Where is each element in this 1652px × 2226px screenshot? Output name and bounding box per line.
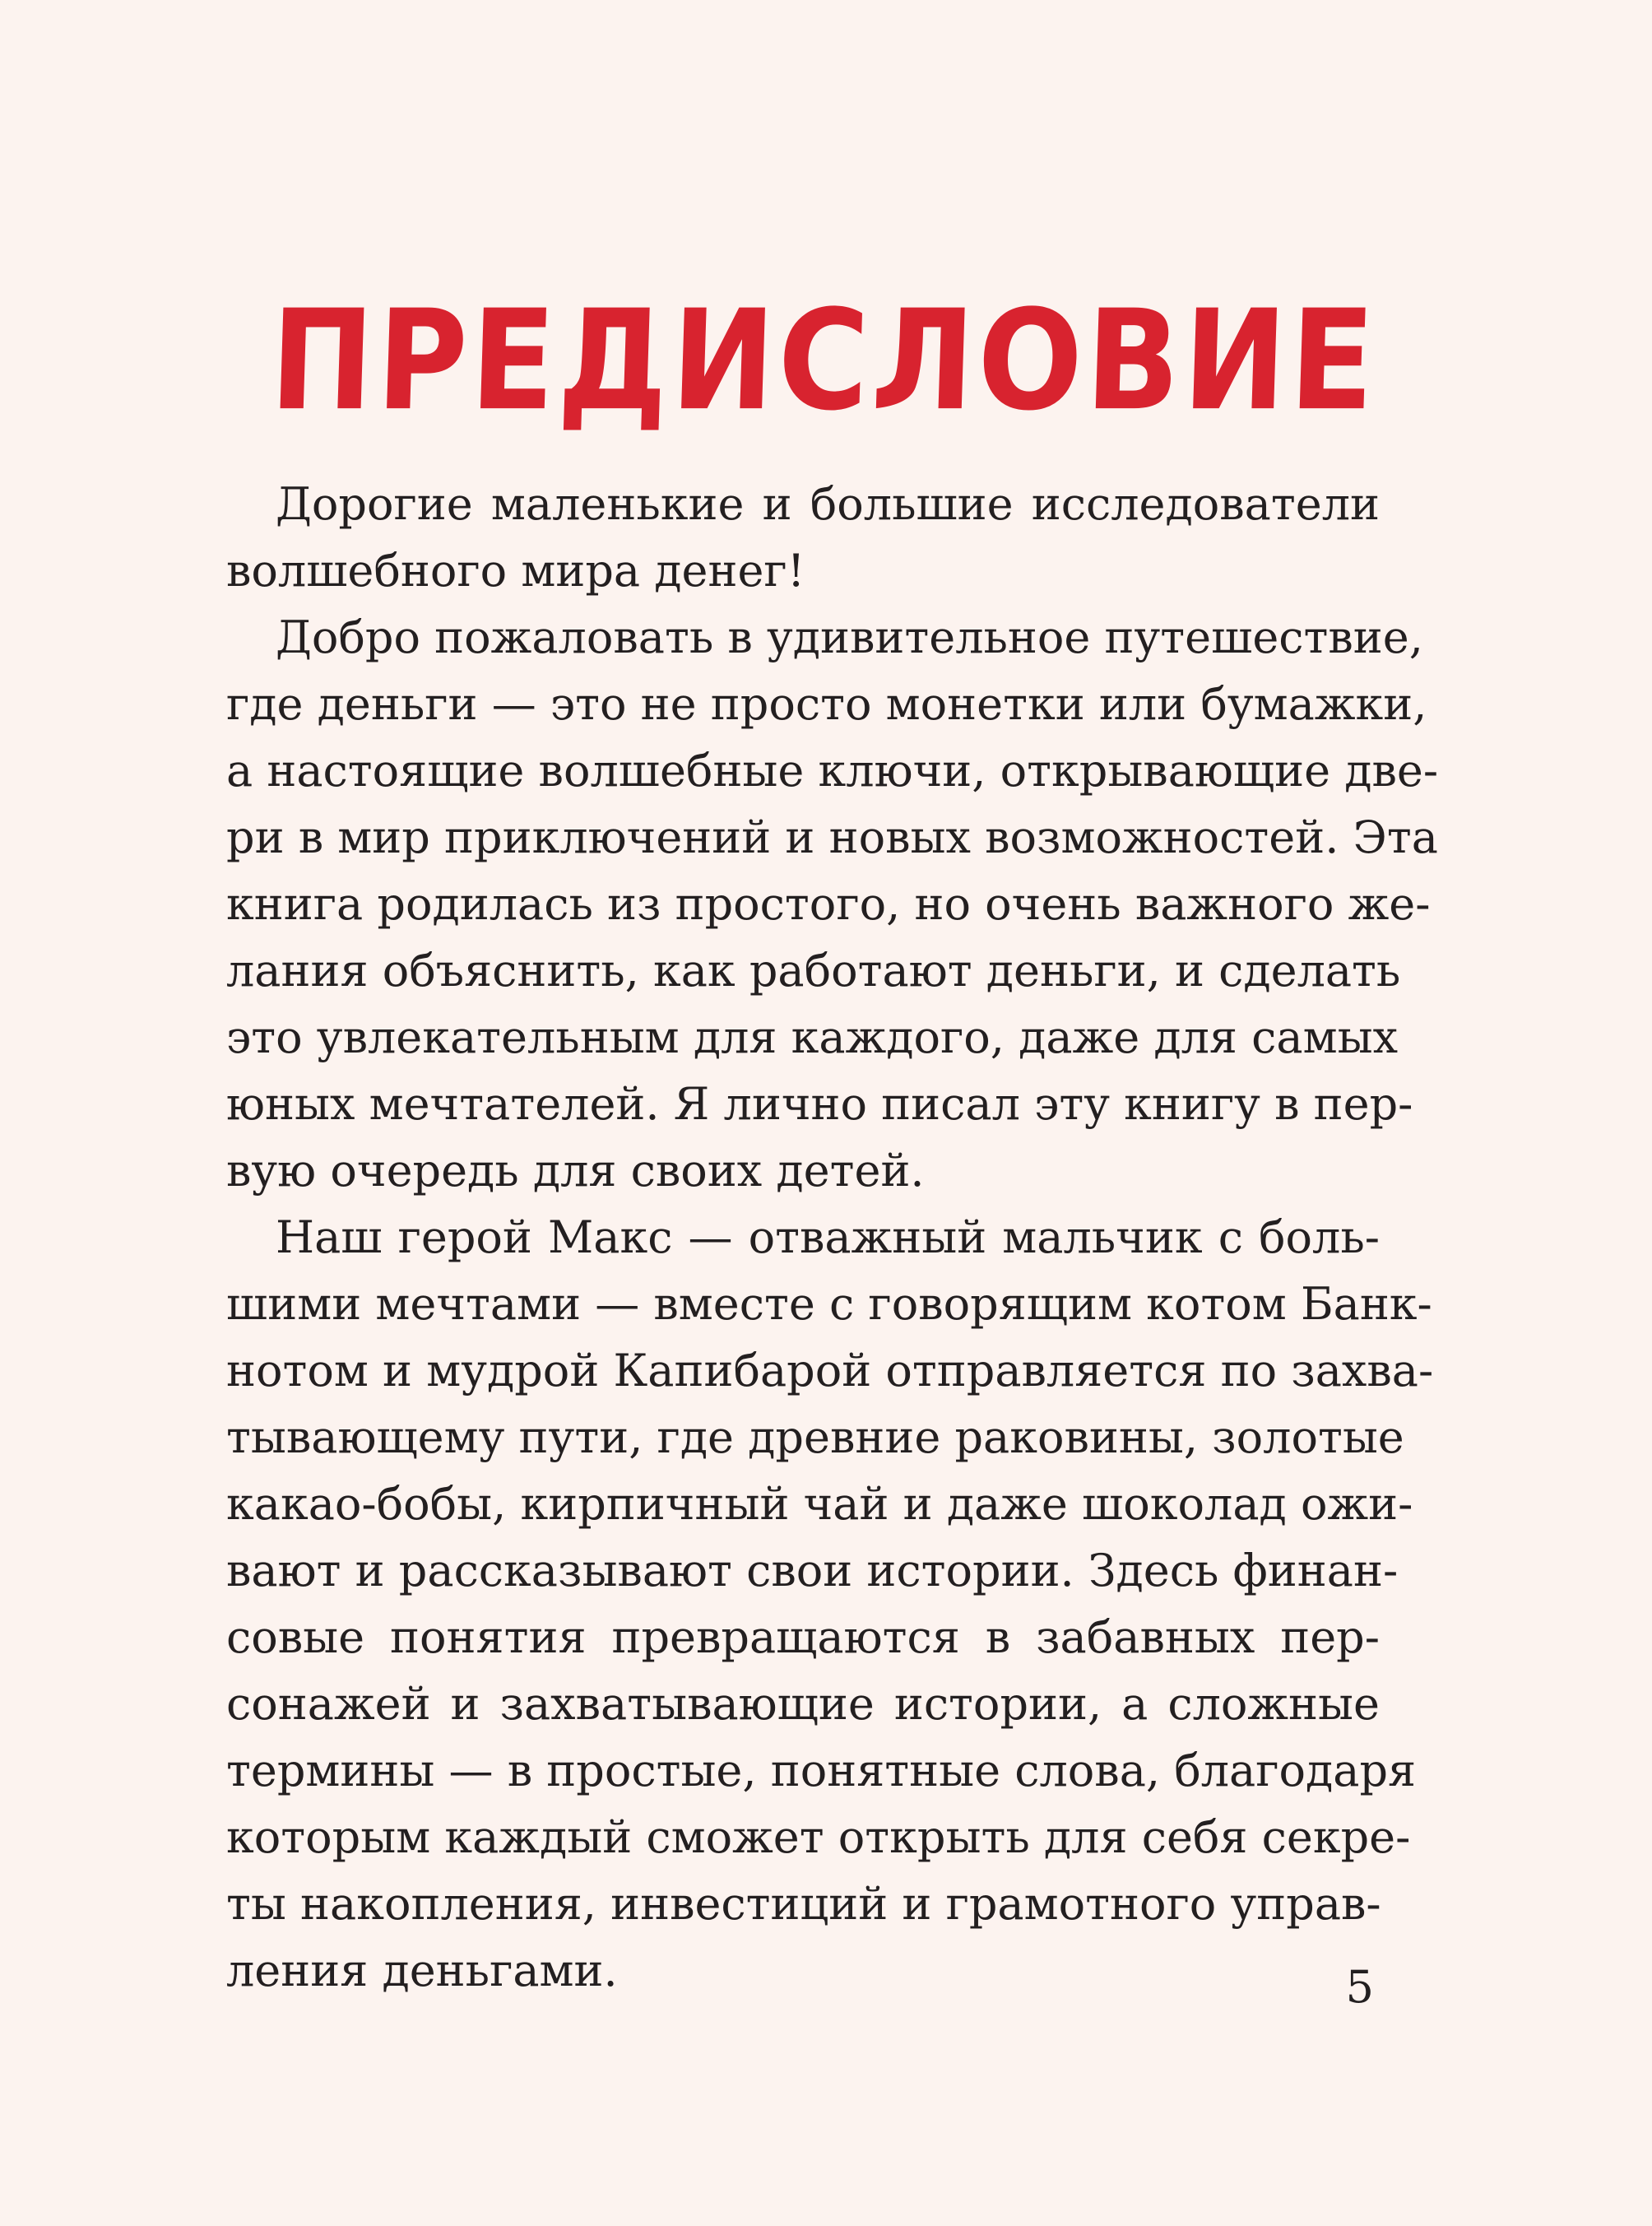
text-line: тывающему пути, где древние раковины, золотые — [226, 1411, 1404, 1463]
text-line: шими мечтами — вместе с говорящим котом Банк- — [226, 1278, 1432, 1330]
body-text — [226, 471, 1439, 2004]
text-line: Дорогие маленькие и большие исследователи — [276, 478, 1380, 530]
text-line: термины — в простые, понятные слова, благодаря — [226, 1745, 1417, 1796]
page-title: ПРЕДИСЛОВИЕ — [267, 281, 1381, 442]
text-line: юных мечтателей. Я лично писал эту книгу в пер- — [226, 1078, 1413, 1130]
text-line: какао-бобы, кирпичный чай и даже шоколад ожи- — [226, 1478, 1413, 1530]
text-line: ри в мир приключений и новых возможностей. Эта — [226, 811, 1438, 863]
text-line: ления деньгами. — [226, 1945, 618, 1996]
text-line: книга родилась из простого, но очень важного же- — [226, 878, 1431, 930]
text-line: волшебного мира денег! — [226, 545, 805, 597]
text-line: которым каждый сможет открыть для себя секре- — [226, 1811, 1411, 1863]
text-line: это увлекательным для каждого, даже для самых — [226, 1011, 1399, 1063]
text-line: где деньги — это не просто монетки или бумажки, — [226, 678, 1427, 730]
text-line: совые понятия превращаются в забавных пер- — [226, 1611, 1380, 1663]
text-line: вают и рассказывают свои истории. Здесь финан- — [226, 1545, 1399, 1596]
paragraph — [226, 604, 1439, 1204]
text-line: а настоящие волшебные ключи, открывающие две- — [226, 745, 1439, 797]
text-line: сонажей и захватывающие истории, а сложные — [226, 1678, 1380, 1730]
paragraph — [226, 471, 1380, 604]
text-line: Добро пожаловать в удивительное путешествие, — [276, 611, 1423, 663]
text-line: ты накопления, инвестиций и грамотного управ- — [226, 1878, 1381, 1930]
paragraph — [226, 1204, 1434, 2004]
page-number: 5 — [1345, 1961, 1374, 2013]
text-line: нотом и мудрой Капибарой отправляется по захва- — [226, 1345, 1434, 1396]
text-line: лания объяснить, как работают деньги, и сделать — [226, 945, 1401, 997]
text-line: вую очередь для своих детей. — [226, 1145, 925, 1197]
text-line: Наш герой Макс — отважный мальчик с боль- — [276, 1211, 1380, 1263]
